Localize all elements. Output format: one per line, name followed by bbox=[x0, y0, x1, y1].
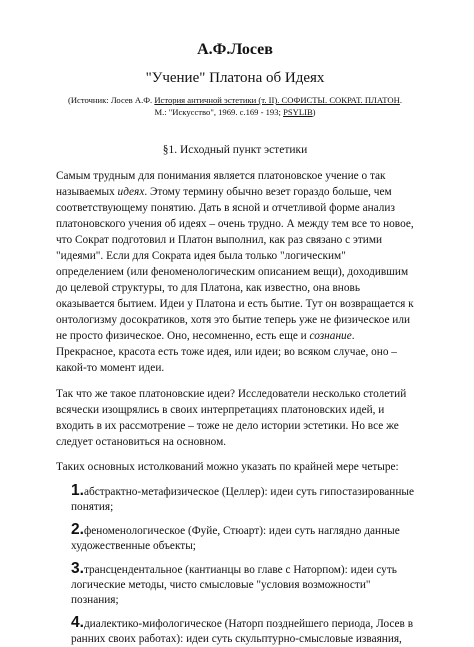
paragraph-1-emphasis-ideas: идеях bbox=[117, 186, 145, 198]
source-psylib-link[interactable]: PSYLIB bbox=[283, 107, 313, 117]
list-item-number: 2. bbox=[71, 521, 84, 538]
list-item-number: 4. bbox=[71, 614, 84, 631]
paragraph-2: Так что же такое платоновские идеи? Исследователи несколько столетий всячески изощрялись в своих интерпретациях платоновских идей, и входить в их рассмотрение – тоже не дело истории эстетики. Но все же следует остановиться на основном. bbox=[56, 388, 407, 448]
paragraph-1-part-a: Самым трудным для понимания является платоновское учение о так называемых bbox=[56, 170, 386, 198]
paragraph-1-emphasis-consciousness: сознание bbox=[309, 330, 352, 342]
paragraph-1 bbox=[56, 168, 414, 376]
source-citation bbox=[62, 94, 408, 118]
document-title: "Учение" Платона об Идеях bbox=[145, 70, 325, 86]
list-item bbox=[71, 522, 414, 554]
list-item bbox=[71, 615, 414, 647]
list-item-text: феноменологическое (Фуйе, Стюарт): идеи суть наглядно данные художественные объекты; bbox=[71, 525, 400, 552]
paragraph-1-part-b: . Этому термину обычно везет гораздо больше, чем соответствующему понятию. Дать в ясной и отчетливой форме анализ платоновского учения об идеях – очень трудно. А между тем все то новое, что Сократ подготовил и Платон выполнил, как раз связано с этими "идеями". Если для Сократа идея была только "логическим" определением (или феноменологическим описанием вещи), доходившим до целевой структуры, то для Платона, как известно, она вновь оказывается бытием. Идеи у Платона и есть бытие. Тут он возвращается к онтологизму досократиков, хотя это бытие теперь уже не физическое или не просто физическое. Оно, несомненно, есть еще и bbox=[56, 186, 414, 342]
paragraph-1-part-c: . Прекрасное, красота есть тоже идея, или идеи; во всяком случае, оно – какой-то момент идеи. bbox=[56, 330, 397, 374]
source-middle: . М.: "Искусство", 1969. с.169 - 193; bbox=[154, 95, 403, 117]
paragraph-3: Таких основных истолкований можно указать по крайней мере четыре: bbox=[56, 461, 399, 473]
list-item-text: абстрактно-метафизическое (Целлер): идеи суть гипостазированные понятия; bbox=[71, 486, 414, 513]
list-item-text: трансцендентальное (кантианцы во главе с Наторпом): идеи суть логические методы, чисто смысловые "условия возможности" познания; bbox=[71, 564, 397, 606]
source-book-link[interactable]: История античной эстетики (т. II). СОФИСТЫ. СОКРАТ. ПЛАТОН bbox=[154, 95, 400, 105]
list-item bbox=[71, 561, 414, 608]
list-item-number: 3. bbox=[71, 560, 84, 577]
source-prefix: (Источник: Лосев А.Ф. bbox=[67, 95, 155, 105]
list-item-text: диалектико-мифологическое (Наторп позднейшего периода, Лосев в ранних своих работах): идеи суть скульптурно-смысловые изваяния, bbox=[71, 618, 414, 645]
list-item-number: 1. bbox=[71, 482, 84, 499]
author-name: А.Ф.Лосев bbox=[197, 41, 273, 58]
source-suffix: ) bbox=[312, 107, 316, 117]
section-title: §1. Исходный пункт эстетики bbox=[162, 144, 308, 156]
list-item bbox=[71, 483, 414, 515]
interpretations-list bbox=[56, 483, 414, 647]
